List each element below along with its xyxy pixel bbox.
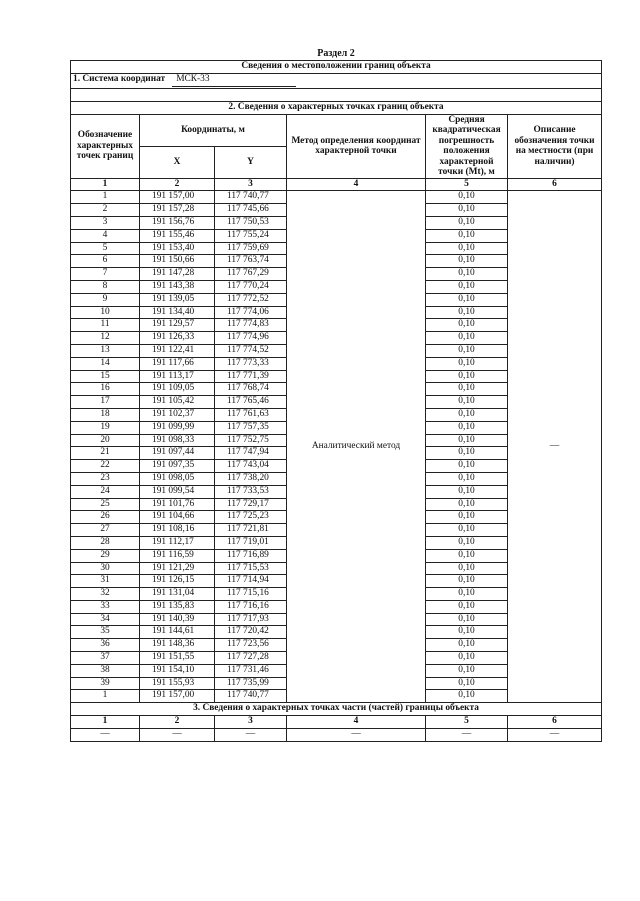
description-value: —: [508, 191, 602, 703]
mean-error: 0,10: [426, 344, 508, 357]
coord-x: 191 116,59: [140, 549, 215, 562]
point-number: 34: [71, 613, 140, 626]
coord-y: 117 745,66: [215, 204, 287, 217]
col-header-y: Y: [215, 146, 287, 178]
point-number: 10: [71, 306, 140, 319]
coord-y: 117 740,77: [215, 191, 287, 204]
coord-x: 191 148,36: [140, 639, 215, 652]
col-header-method: Метод определения координат характерной точки: [287, 114, 426, 178]
coord-x: 191 108,16: [140, 524, 215, 537]
point-number: 32: [71, 588, 140, 601]
point-number: 9: [71, 293, 140, 306]
point-number: 21: [71, 447, 140, 460]
column-number: 5: [426, 716, 508, 729]
coord-y: 117 725,23: [215, 511, 287, 524]
part-points-column-numbers-row: [71, 716, 602, 729]
coord-y: 117 720,42: [215, 626, 287, 639]
table-row: [71, 191, 602, 204]
point-number: 2: [71, 204, 140, 217]
coord-x: 191 140,39: [140, 613, 215, 626]
col-header-designation: Обозначение характерных точек границ: [71, 114, 140, 178]
point-number: 22: [71, 460, 140, 473]
mean-error: 0,10: [426, 562, 508, 575]
mean-error: 0,10: [426, 242, 508, 255]
column-number: 4: [287, 716, 426, 729]
mean-error: 0,10: [426, 447, 508, 460]
coord-x: 191 157,00: [140, 690, 215, 703]
column-number: 1: [71, 178, 140, 191]
point-number: 24: [71, 485, 140, 498]
part-points-cell: —: [426, 728, 508, 741]
point-number: 5: [71, 242, 140, 255]
coord-y: 117 755,24: [215, 229, 287, 242]
boundary-table: [70, 60, 602, 742]
coord-x: 191 134,40: [140, 306, 215, 319]
mean-error: 0,10: [426, 626, 508, 639]
coord-y: 117 773,33: [215, 357, 287, 370]
coord-y: 117 716,89: [215, 549, 287, 562]
mean-error: 0,10: [426, 588, 508, 601]
coord-x: 191 157,00: [140, 191, 215, 204]
coord-system-row: [71, 73, 602, 88]
column-number: 2: [140, 716, 215, 729]
point-number: 15: [71, 370, 140, 383]
part-points-cell: —: [140, 728, 215, 741]
coord-x: 191 154,10: [140, 664, 215, 677]
part-points-cell: —: [508, 728, 602, 741]
column-number: 6: [508, 178, 602, 191]
coord-x: 191 099,54: [140, 485, 215, 498]
mean-error: 0,10: [426, 268, 508, 281]
coord-x: 191 139,05: [140, 293, 215, 306]
mean-error: 0,10: [426, 370, 508, 383]
coord-y: 117 767,29: [215, 268, 287, 281]
column-number: 1: [71, 716, 140, 729]
col-header-error: Средняя квадратическая погрешность положения характерной точки (Mt), м: [426, 114, 508, 178]
coord-y: 117 731,46: [215, 664, 287, 677]
coord-x: 191 126,15: [140, 575, 215, 588]
point-number: 35: [71, 626, 140, 639]
point-number: 36: [71, 639, 140, 652]
part-points-cell: —: [287, 728, 426, 741]
mean-error: 0,10: [426, 229, 508, 242]
mean-error: 0,10: [426, 191, 508, 204]
coord-x: 191 151,55: [140, 652, 215, 665]
mean-error: 0,10: [426, 396, 508, 409]
point-number: 16: [71, 383, 140, 396]
coord-y: 117 717,93: [215, 613, 287, 626]
coord-y: 117 750,53: [215, 216, 287, 229]
mean-error: 0,10: [426, 472, 508, 485]
coord-x: 191 097,44: [140, 447, 215, 460]
point-number: 33: [71, 600, 140, 613]
coord-y: 117 721,81: [215, 524, 287, 537]
coord-y: 117 727,28: [215, 652, 287, 665]
coord-x: 191 150,66: [140, 255, 215, 268]
mean-error: 0,10: [426, 204, 508, 217]
coord-y: 117 733,53: [215, 485, 287, 498]
coord-y: 117 774,52: [215, 344, 287, 357]
coord-y: 117 774,96: [215, 332, 287, 345]
coord-y: 117 763,74: [215, 255, 287, 268]
coord-y: 117 715,16: [215, 588, 287, 601]
coord-x: 191 144,61: [140, 626, 215, 639]
coord-x: 191 101,76: [140, 498, 215, 511]
coord-x: 191 131,04: [140, 588, 215, 601]
coord-y: 117 747,94: [215, 447, 287, 460]
coord-x: 191 153,40: [140, 242, 215, 255]
section-title: Раздел 2: [317, 48, 355, 59]
mean-error: 0,10: [426, 677, 508, 690]
point-number: 1: [71, 191, 140, 204]
mean-error: 0,10: [426, 600, 508, 613]
mean-error: 0,10: [426, 434, 508, 447]
column-number: 3: [215, 178, 287, 191]
column-number: 2: [140, 178, 215, 191]
coord-x: 191 099,99: [140, 421, 215, 434]
table-header: Сведения о местоположении границ объекта: [71, 61, 602, 74]
coord-y: 117 772,52: [215, 293, 287, 306]
coord-y: 117 752,75: [215, 434, 287, 447]
coord-x: 191 104,66: [140, 511, 215, 524]
column-number: 3: [215, 716, 287, 729]
mean-error: 0,10: [426, 383, 508, 396]
mean-error: 0,10: [426, 421, 508, 434]
part-points-cell: —: [71, 728, 140, 741]
mean-error: 0,10: [426, 575, 508, 588]
point-number: 14: [71, 357, 140, 370]
point-number: 4: [71, 229, 140, 242]
mean-error: 0,10: [426, 332, 508, 345]
coord-system-label: 1. Система координат: [73, 74, 166, 85]
part-points-cell: —: [215, 728, 287, 741]
point-number: 18: [71, 408, 140, 421]
coord-y: 117 774,83: [215, 319, 287, 332]
coord-x: 191 097,35: [140, 460, 215, 473]
coord-x: 191 129,57: [140, 319, 215, 332]
part-points-section-title: 3. Сведения о характерных точках части (частей) границы объекта: [71, 703, 602, 716]
mean-error: 0,10: [426, 357, 508, 370]
point-number: 37: [71, 652, 140, 665]
point-number: 17: [71, 396, 140, 409]
point-number: 38: [71, 664, 140, 677]
col-header-x: X: [140, 146, 215, 178]
point-number: 31: [71, 575, 140, 588]
mean-error: 0,10: [426, 652, 508, 665]
point-number: 27: [71, 524, 140, 537]
coord-y: 117 740,77: [215, 690, 287, 703]
coord-x: 191 102,37: [140, 408, 215, 421]
coord-x: 191 147,28: [140, 268, 215, 281]
mean-error: 0,10: [426, 690, 508, 703]
coord-y: 117 743,04: [215, 460, 287, 473]
point-number: 1: [71, 690, 140, 703]
mean-error: 0,10: [426, 639, 508, 652]
point-number: 3: [71, 216, 140, 229]
coord-y: 117 768,74: [215, 383, 287, 396]
point-number: 29: [71, 549, 140, 562]
coord-y: 117 729,17: [215, 498, 287, 511]
coord-y: 117 765,46: [215, 396, 287, 409]
col-header-coordinates: Координаты, м: [140, 114, 287, 146]
coord-x: 191 109,05: [140, 383, 215, 396]
coord-x: 191 113,17: [140, 370, 215, 383]
coord-system-value: МСК-33: [172, 74, 296, 87]
part-points-title-row: [71, 703, 602, 716]
column-number: 4: [287, 178, 426, 191]
coord-y: 117 714,94: [215, 575, 287, 588]
coord-x: 191 157,28: [140, 204, 215, 217]
coord-x: 191 122,41: [140, 344, 215, 357]
mean-error: 0,10: [426, 319, 508, 332]
coord-y: 117 770,24: [215, 280, 287, 293]
point-number: 26: [71, 511, 140, 524]
coord-x: 191 126,33: [140, 332, 215, 345]
mean-error: 0,10: [426, 524, 508, 537]
mean-error: 0,10: [426, 293, 508, 306]
point-number: 23: [71, 472, 140, 485]
point-number: 6: [71, 255, 140, 268]
mean-error: 0,10: [426, 536, 508, 549]
coord-x: 191 098,33: [140, 434, 215, 447]
mean-error: 0,10: [426, 460, 508, 473]
method-value: Аналитический метод: [287, 191, 426, 703]
coord-y: 117 738,20: [215, 472, 287, 485]
column-numbers-row: [71, 178, 602, 191]
coord-y: 117 757,35: [215, 421, 287, 434]
point-number: 25: [71, 498, 140, 511]
coord-x: 191 156,76: [140, 216, 215, 229]
mean-error: 0,10: [426, 613, 508, 626]
point-number: 7: [71, 268, 140, 281]
point-number: 39: [71, 677, 140, 690]
coord-x: 191 112,17: [140, 536, 215, 549]
point-number: 20: [71, 434, 140, 447]
coord-y: 117 774,06: [215, 306, 287, 319]
coord-x: 191 155,93: [140, 677, 215, 690]
point-number: 30: [71, 562, 140, 575]
point-number: 8: [71, 280, 140, 293]
coord-y: 117 771,39: [215, 370, 287, 383]
mean-error: 0,10: [426, 664, 508, 677]
coord-y: 117 735,99: [215, 677, 287, 690]
mean-error: 0,10: [426, 216, 508, 229]
coord-y: 117 715,53: [215, 562, 287, 575]
coord-x: 191 135,83: [140, 600, 215, 613]
coord-x: 191 121,29: [140, 562, 215, 575]
coord-y: 117 723,56: [215, 639, 287, 652]
mean-error: 0,10: [426, 485, 508, 498]
column-number: 5: [426, 178, 508, 191]
mean-error: 0,10: [426, 408, 508, 421]
point-number: 19: [71, 421, 140, 434]
mean-error: 0,10: [426, 549, 508, 562]
coord-x: 191 098,05: [140, 472, 215, 485]
column-number: 6: [508, 716, 602, 729]
point-number: 28: [71, 536, 140, 549]
coord-y: 117 761,63: [215, 408, 287, 421]
mean-error: 0,10: [426, 255, 508, 268]
mean-error: 0,10: [426, 280, 508, 293]
coord-y: 117 719,01: [215, 536, 287, 549]
mean-error: 0,10: [426, 511, 508, 524]
coord-y: 117 759,69: [215, 242, 287, 255]
point-number: 12: [71, 332, 140, 345]
mean-error: 0,10: [426, 306, 508, 319]
part-points-row: [71, 728, 602, 741]
coord-x: 191 155,46: [140, 229, 215, 242]
col-header-description: Описание обозначения точки на местности (при наличии): [508, 114, 602, 178]
spacer-row: [71, 88, 602, 101]
coord-x: 191 105,42: [140, 396, 215, 409]
coord-x: 191 117,66: [140, 357, 215, 370]
coord-x: 191 143,38: [140, 280, 215, 293]
coord-y: 117 716,16: [215, 600, 287, 613]
points-section-title: 2. Сведения о характерных точках границ объекта: [71, 101, 602, 114]
mean-error: 0,10: [426, 498, 508, 511]
point-number: 13: [71, 344, 140, 357]
point-number: 11: [71, 319, 140, 332]
